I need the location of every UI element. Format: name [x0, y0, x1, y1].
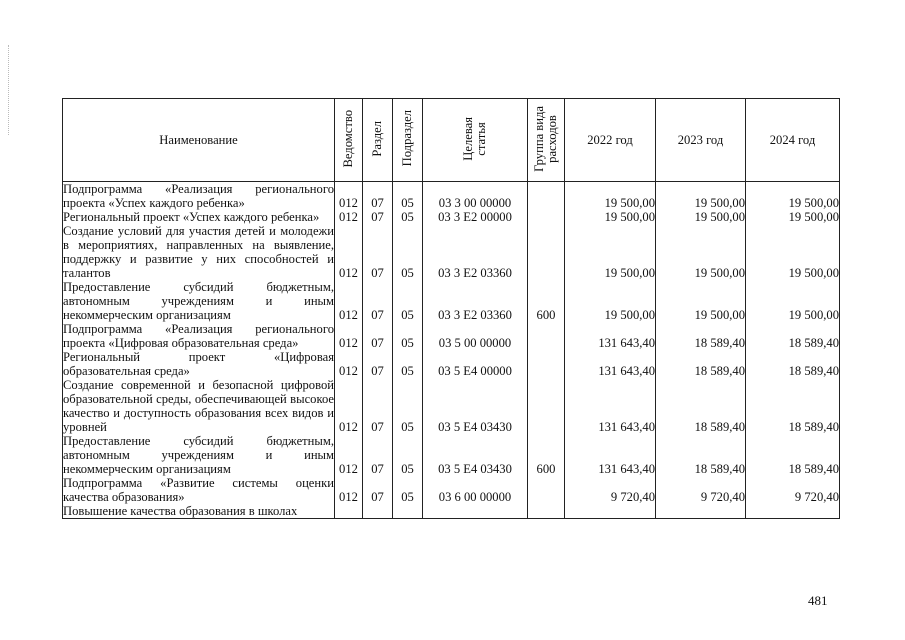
cell-y2023: 18 589,40: [656, 350, 746, 378]
cell-name: Подпрограмма «Развитие системы оценки качества образования»: [63, 476, 334, 504]
header-name: Наименование: [63, 99, 335, 182]
header-2022: 2022 год: [565, 99, 656, 182]
cell-y2023: 18 589,40: [656, 434, 746, 476]
cell-y2024: 19 500,00: [746, 224, 840, 280]
table-row: [63, 224, 840, 280]
cell-y2022: 19 500,00: [565, 224, 656, 280]
cell-podrazdel: 05: [393, 224, 423, 280]
scan-margin-marks: [8, 45, 11, 135]
cell-ved: [335, 504, 363, 519]
table-row: [63, 322, 840, 350]
cell-razdel: 07: [363, 350, 393, 378]
cell-y2024: 19 500,00: [746, 210, 840, 224]
cell-razdel: 07: [363, 224, 393, 280]
header-ved: Ведомство: [335, 99, 363, 182]
table-row: [63, 350, 840, 378]
cell-y2023: 19 500,00: [656, 210, 746, 224]
cell-podrazdel: 05: [393, 350, 423, 378]
cell-ved: 012: [335, 182, 363, 211]
cell-cs: [423, 504, 528, 519]
cell-y2022: 131 643,40: [565, 378, 656, 434]
cell-name: Предоставление субсидий бюджетным, автономным учреждениям и иным некоммерческим организациям: [63, 280, 334, 322]
cell-y2023: 19 500,00: [656, 280, 746, 322]
cell-vr: [528, 476, 565, 504]
cell-ved: 012: [335, 350, 363, 378]
cell-ved: 012: [335, 224, 363, 280]
page-number: 481: [808, 593, 828, 608]
cell-cs: 03 5 00 00000: [423, 322, 528, 350]
header-2024: 2024 год: [746, 99, 840, 182]
cell-cs: 03 3 E2 03360: [423, 280, 528, 322]
cell-y2024: 18 589,40: [746, 350, 840, 378]
cell-vr: [528, 350, 565, 378]
cell-podrazdel: 05: [393, 378, 423, 434]
cell-razdel: 07: [363, 182, 393, 211]
cell-y2023: 18 589,40: [656, 378, 746, 434]
cell-name: Создание современной и безопасной цифровой образовательной среды, обеспечивающей высокое качество и доступность образования всех видов и уровней: [63, 378, 334, 434]
header-podrazdel: Подраздел: [393, 99, 423, 182]
table-row: [63, 182, 840, 211]
cell-podrazdel: 05: [393, 182, 423, 211]
budget-table: [62, 98, 840, 519]
cell-vr: [528, 210, 565, 224]
cell-y2024: 19 500,00: [746, 280, 840, 322]
cell-name: Предоставление субсидий бюджетным, автономным учреждениям и иным некоммерческим организациям: [63, 434, 334, 476]
cell-cs: 03 5 E4 03430: [423, 434, 528, 476]
cell-y2022: 19 500,00: [565, 210, 656, 224]
cell-podrazdel: [393, 504, 423, 519]
cell-y2022: 19 500,00: [565, 182, 656, 211]
cell-vr: [528, 224, 565, 280]
cell-y2022: 19 500,00: [565, 280, 656, 322]
cell-y2022: [565, 504, 656, 519]
table-row: [63, 504, 840, 519]
cell-y2024: 18 589,40: [746, 378, 840, 434]
cell-ved: 012: [335, 434, 363, 476]
cell-y2023: [656, 504, 746, 519]
cell-vr: [528, 504, 565, 519]
cell-name: Повышение качества образования в школах: [63, 504, 335, 519]
cell-cs: 03 6 00 00000: [423, 476, 528, 504]
cell-cs: 03 5 E4 00000: [423, 350, 528, 378]
cell-razdel: 07: [363, 434, 393, 476]
cell-podrazdel: 05: [393, 476, 423, 504]
header-gruppa: Группа вида расходов: [528, 99, 565, 182]
cell-ved: 012: [335, 280, 363, 322]
table-row: [63, 378, 840, 434]
cell-y2022: 131 643,40: [565, 434, 656, 476]
table-row: [63, 280, 840, 322]
cell-name: Региональный проект «Цифровая образовательная среда»: [63, 350, 334, 378]
cell-y2022: 9 720,40: [565, 476, 656, 504]
cell-cs: 03 3 E2 03360: [423, 224, 528, 280]
cell-vr: [528, 182, 565, 211]
cell-razdel: [363, 504, 393, 519]
cell-y2024: [746, 504, 840, 519]
cell-vr: [528, 378, 565, 434]
table-row: [63, 476, 840, 504]
cell-ved: 012: [335, 322, 363, 350]
cell-y2024: 9 720,40: [746, 476, 840, 504]
cell-vr: 600: [528, 434, 565, 476]
header-razdel: Раздел: [363, 99, 393, 182]
cell-y2022: 131 643,40: [565, 350, 656, 378]
header-2023: 2023 год: [656, 99, 746, 182]
cell-vr: [528, 322, 565, 350]
cell-podrazdel: 05: [393, 322, 423, 350]
cell-ved: 012: [335, 378, 363, 434]
cell-y2023: 9 720,40: [656, 476, 746, 504]
cell-podrazdel: 05: [393, 210, 423, 224]
cell-cs: 03 3 00 00000: [423, 182, 528, 211]
cell-y2024: 18 589,40: [746, 322, 840, 350]
cell-ved: 012: [335, 210, 363, 224]
cell-razdel: 07: [363, 280, 393, 322]
cell-y2024: 19 500,00: [746, 182, 840, 211]
cell-name: Подпрограмма «Реализация регионального проекта «Успех каждого ребенка»: [63, 182, 334, 210]
cell-razdel: 07: [363, 378, 393, 434]
cell-ved: 012: [335, 476, 363, 504]
cell-y2023: 18 589,40: [656, 322, 746, 350]
table-header-row: [63, 99, 840, 182]
cell-podrazdel: 05: [393, 434, 423, 476]
cell-razdel: 07: [363, 322, 393, 350]
cell-razdel: 07: [363, 210, 393, 224]
cell-cs: 03 5 E4 03430: [423, 378, 528, 434]
cell-y2023: 19 500,00: [656, 182, 746, 211]
cell-name: Региональный проект «Успех каждого ребенка»: [63, 210, 335, 224]
cell-cs: 03 3 E2 00000: [423, 210, 528, 224]
table-row: [63, 210, 840, 224]
cell-name: Подпрограмма «Реализация регионального проекта «Цифровая образовательная среда»: [63, 322, 334, 350]
header-celevaya: Целевая статья: [423, 99, 528, 182]
table-row: [63, 434, 840, 476]
cell-y2024: 18 589,40: [746, 434, 840, 476]
cell-name: Создание условий для участия детей и молодежи в мероприятиях, направленных на выявление, поддержку и развитие у них способностей и талантов: [63, 224, 334, 280]
cell-razdel: 07: [363, 476, 393, 504]
cell-podrazdel: 05: [393, 280, 423, 322]
cell-y2022: 131 643,40: [565, 322, 656, 350]
cell-y2023: 19 500,00: [656, 224, 746, 280]
cell-vr: 600: [528, 280, 565, 322]
